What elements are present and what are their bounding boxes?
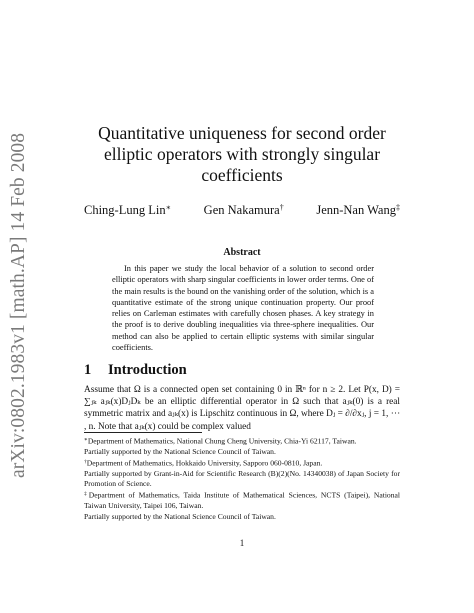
paper-page bbox=[84, 0, 400, 613]
section-title: Introduction bbox=[108, 362, 187, 378]
footnote-text: Department of Mathematics, Hokkaido University, Sapporo 060-0810, Japan. bbox=[86, 458, 323, 468]
footnote-text: Partially supported by Grant-in-Aid for Scientific Research (B)(2)(No. 14340038) of Japan Society for Promotion of Science. bbox=[84, 468, 400, 489]
footnote-mark: † bbox=[84, 459, 87, 466]
title-line: elliptic operators with strongly singular bbox=[103, 144, 381, 164]
section-body-text: Assume that Ω is a connected open set containing 0 in ℝⁿ for n ≥ 2. Let P(x, D) = ∑ⱼₖ aⱼₖ(x)DⱼDₖ be an elliptic differential operator in Ω such that aⱼₖ(0) is a real symmetric matrix and aⱼₖ(x) is Lipschitz continuous in Ω, where Dⱼ = ∂/∂xⱼ, j = 1, ⋯ , n. Note that aⱼₖ(x) could be complex valued bbox=[84, 385, 400, 432]
author bbox=[204, 200, 284, 218]
author-footnote-mark: ‡ bbox=[395, 203, 400, 212]
footnote bbox=[84, 457, 400, 469]
footnote-mark: ‡ bbox=[84, 491, 89, 498]
page-number: 1 bbox=[239, 538, 245, 548]
footnote bbox=[84, 489, 400, 511]
author bbox=[84, 200, 171, 218]
section-number: 1 bbox=[84, 362, 92, 378]
footnote bbox=[84, 447, 400, 457]
footnotes bbox=[84, 435, 400, 522]
title-line: Quantitative uniqueness for second order bbox=[98, 123, 386, 143]
author bbox=[316, 200, 400, 218]
author-name: Gen Nakamura bbox=[203, 203, 280, 217]
footnote-mark: ∗ bbox=[84, 437, 88, 443]
footnote bbox=[84, 512, 400, 522]
footnote-text: Department of Mathematics, National Chung Cheng University, Chia-Yi 62117, Taiwan. bbox=[87, 436, 357, 446]
abstract-heading: Abstract bbox=[223, 247, 261, 258]
paper-title bbox=[84, 123, 400, 186]
author-name: Ching-Lung Lin bbox=[84, 203, 166, 217]
footnote-rule bbox=[84, 432, 202, 433]
title-line: coefficients bbox=[201, 165, 283, 185]
arxiv-identifier: arXiv:0802.1983v1 [math.AP] 14 Feb 2008 bbox=[8, 132, 29, 478]
section-heading bbox=[84, 362, 187, 379]
abstract-text: In this paper we study the local behavior of a solution to second order elliptic operators with sharp singular coefficients in lower order terms. One of the main results is the bound on the vanishing order of the solution, which is a quantitative estimate of the strong unique continuation property. Our proof relies on Carleman estimates with carefully chosen phases. A key strategy in the proof is to derive doubling inequalities via three-sphere inequalities. Our method can also be applied to certain elliptic systems with similar singular coefficients. bbox=[112, 264, 374, 353]
author-footnote-mark: † bbox=[279, 203, 284, 212]
footnote-text: Partially supported by the National Science Council of Taiwan. bbox=[84, 446, 276, 456]
author-list bbox=[84, 200, 400, 218]
footnote-text: Partially supported by the National Science Council of Taiwan. bbox=[84, 511, 276, 521]
footnote bbox=[84, 435, 400, 447]
author-footnote-mark: ∗ bbox=[165, 203, 172, 212]
footnote bbox=[84, 469, 400, 490]
footnote-text: Department of Mathematics, Taida Institute of Mathematical Sciences, NCTS (Taipei), National Taiwan University, Taipei 106, Taiwan. bbox=[84, 490, 401, 511]
author-name: Jenn-Nan Wang bbox=[316, 203, 396, 217]
